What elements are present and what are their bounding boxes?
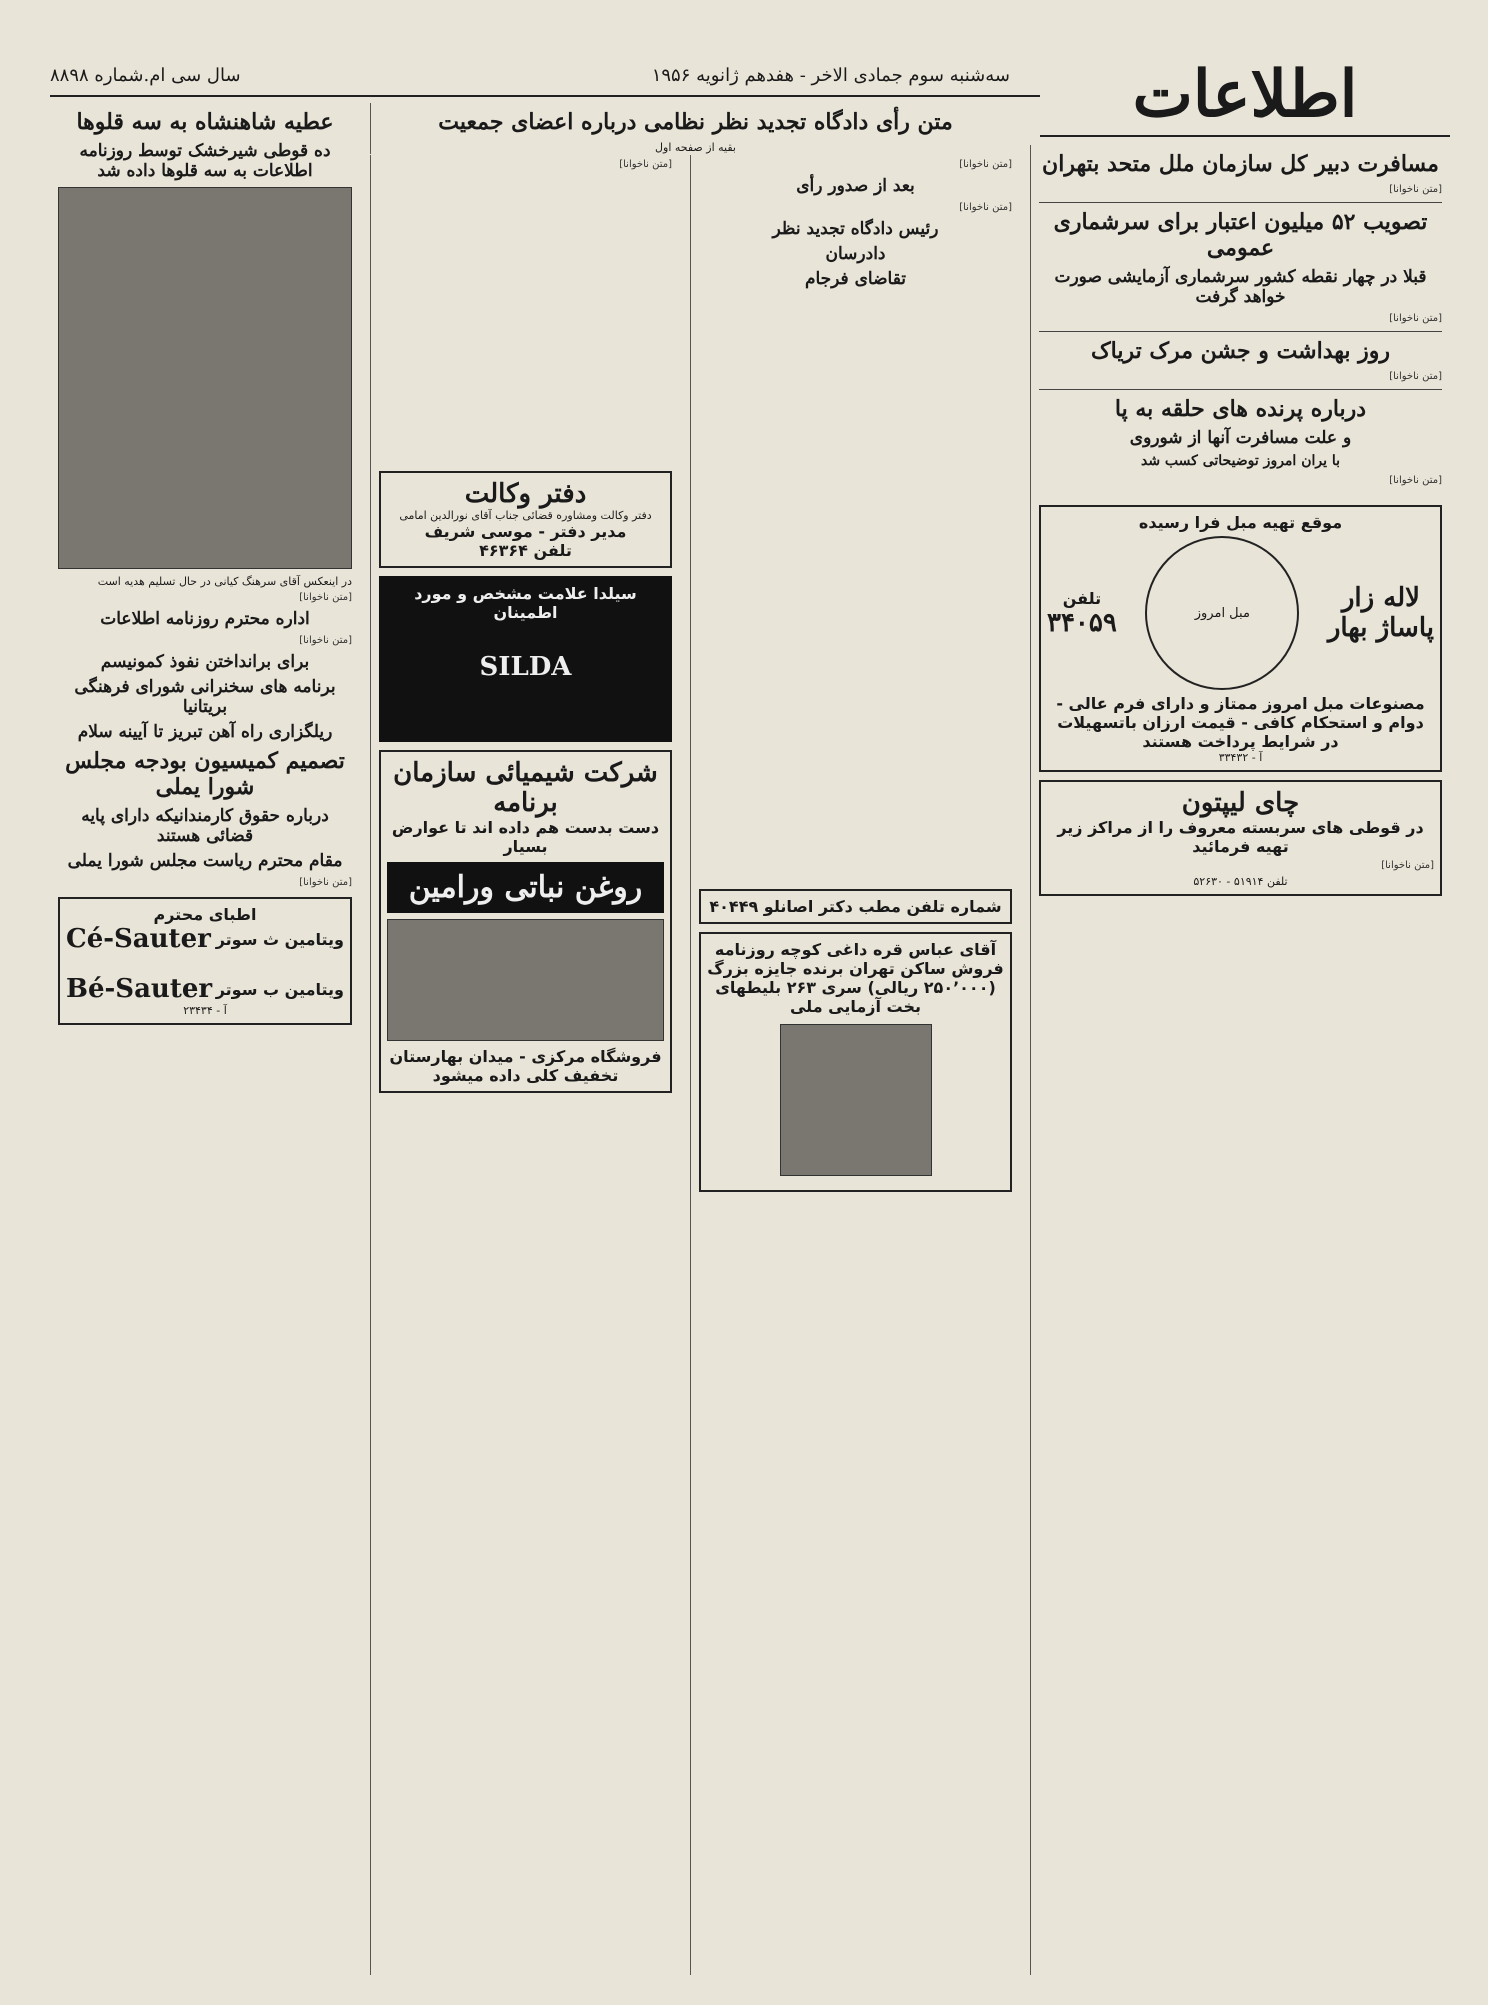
column-4 <box>50 103 360 1975</box>
lipton-ad <box>1039 780 1442 896</box>
lottery-winner-photo <box>780 1024 932 1176</box>
subheadline-census: قبلا در چهار نقطه کشور سرشماری آزمایشی صورت خواهد گرفت <box>1054 267 1427 307</box>
headline-health-day: روز بهداشت و جشن مرک تریاک <box>1090 338 1391 364</box>
headline-court-verdict: متن رأی دادگاه تجدید نظر نظامی درباره اعضای جمعیت <box>438 109 953 135</box>
article-body: [متن ناخوانا] <box>959 202 1012 213</box>
subheadline-royal-gift: ده قوطی شیرخشک توسط روزنامه اطلاعات به سه قلوها داده شد <box>79 141 331 181</box>
furniture-ad-right: پاساژ بهار <box>1327 613 1434 643</box>
vitamin-b-fa: ویتامین ب سوتر <box>215 979 344 999</box>
oil-ad-store: فروشگاه مرکزی - میدان بهارستان <box>389 1047 662 1066</box>
furniture-ad-code: آ - ۳۳۴۳۲ <box>1218 751 1263 764</box>
subhead-appeal: تقاضای فرجام <box>804 269 907 289</box>
subheadline-birds-2: با یران امروز توضیحاتی کسب شد <box>1140 453 1341 469</box>
article-body: [متن ناخوانا] <box>299 877 352 888</box>
continued-note: بقیه از صفحه اول <box>655 141 736 154</box>
article-body: [متن ناخوانا] <box>299 592 352 603</box>
subheadline-birds: و علت مسافرت آنها از شوروی <box>1129 428 1352 448</box>
masthead: اطلاعات <box>1040 55 1450 137</box>
furniture-phone-label: تلفن <box>1062 588 1102 608</box>
oil-ad-sub: دست بدست هم داده اند تا عوارض بسیار <box>391 818 660 856</box>
headline-railway: ریلگزاری راه آهن تبریز تا آیینه سلام <box>77 722 333 742</box>
date-line: سه‌شنبه سوم جمادی الاخر - هفدهم ژانویه ۱۹۵۶ <box>651 64 1010 86</box>
article-body: [متن ناخوانا] <box>299 635 352 646</box>
law-office-title: دفتر وکالت <box>464 479 587 509</box>
oil-can-illustration <box>387 919 664 1041</box>
oil-ad-brand: روغن نباتی ورامین <box>387 862 664 913</box>
furniture-ad-title: موقع تهیه مبل فرا رسیده <box>1138 513 1343 532</box>
court-verdict-header <box>370 103 1020 154</box>
doctor-phone-box: شماره تلفن مطب دکتر اصانلو ۴۰۴۴۹ <box>699 889 1012 924</box>
news-photo-triplets <box>58 187 352 569</box>
article-body: [متن ناخوانا] <box>1389 184 1442 195</box>
vitamin-c-brand: Cé-Sauter <box>66 924 211 954</box>
subhead-judges: دادرسان <box>825 244 886 264</box>
photo-caption: در اینعکس آقای سرهنگ کیانی در حال تسلیم هدیه است <box>97 575 352 588</box>
vitamin-ad-title: اطبای محترم <box>153 905 257 924</box>
headline-census: تصویب ۵۲ میلیون اعتبار برای سرشماری عمومی <box>1053 209 1428 261</box>
vitamin-c-fa: ویتامین ث سوتر <box>215 929 344 949</box>
lipton-ad-text: در قوطی های سربسته معروف را از مراکز زیر تهیه فرمائید <box>1057 818 1424 856</box>
lottery-box: آقای عباس قره داغی کوچه روزنامه فروش ساکن تهران برنده جایزه بزرگ (۲۵۰٬۰۰۰ ریالی) سری ۲۶۳ بلیطهای بخت آزمایی ملی <box>699 932 1012 1192</box>
oil-ad-discount: تخفیف کلی داده میشود <box>432 1066 619 1085</box>
subhead-after-verdict: بعد از صدور رأی <box>796 176 915 196</box>
article-body: [متن ناخوانا] <box>1389 313 1442 324</box>
furniture-logo: مبل امروز <box>1145 536 1299 690</box>
furniture-ad <box>1039 505 1442 772</box>
varamin-oil-ad <box>379 750 672 1093</box>
newspaper-page <box>50 55 1450 1975</box>
furniture-ad-text: مصنوعات مبل امروز ممتاز و دارای فرم عالی - دوام و استحکام کافی - قیمت ارزان باتسهیلات در شرایط پرداخت هستند <box>1056 694 1425 751</box>
column-1 <box>1030 145 1450 1975</box>
lipton-ad-phone: تلفن ۵۱۹۱۴ - ۵۲۶۳۰ <box>1193 875 1288 888</box>
subheadline-budget: درباره حقوق کارمندانیکه دارای پایه قضائی هستند <box>81 806 329 846</box>
article-body: [متن ناخوانا] <box>619 159 672 170</box>
law-office-manager: مدیر دفتر - موسی شریف <box>424 522 627 541</box>
subhead-head-of-court: رئیس دادگاه تجدید نظر <box>772 219 939 239</box>
vitamin-ad <box>58 897 352 1025</box>
article-body: [متن ناخوانا] <box>1389 371 1442 382</box>
column-3 <box>370 155 680 1975</box>
law-office-phone: تلفن ۴۶۳۶۴ <box>479 541 572 560</box>
vitamin-ad-code: آ - ۲۳۴۳۴ <box>183 1004 227 1017</box>
silda-brand: SILDA <box>479 652 572 682</box>
headline-communism: برای برانداختن نفوذ کمونیسم <box>100 652 310 672</box>
headline-birds: درباره پرنده های حلقه به پا <box>1114 396 1367 422</box>
headline-letter: اداره محترم روزنامه اطلاعات <box>100 609 310 629</box>
headline-royal-gift: عطیه شاهنشاه به سه قلوها <box>76 109 334 135</box>
oil-ad-company: شرکت شیمیائی سازمان برنامه <box>393 758 658 818</box>
article-body: [متن ناخوانا] <box>1389 475 1442 486</box>
headline-budget-commission: تصمیم کمیسیون بودجه مجلس شورا یملی <box>65 748 345 800</box>
silda-title: سیلدا علامت مشخص و مورد اطمینان <box>414 584 637 622</box>
lipton-ad-body: [متن ناخوانا] <box>1381 860 1434 871</box>
headline-un-secretary: مسافرت دبیر کل سازمان ملل متحد بتهران <box>1042 151 1439 177</box>
lipton-ad-title: چای لیپتون <box>1181 788 1300 818</box>
headline-british-council: برنامه های سخنرانی شورای فرهنگی بریتانیا <box>74 677 336 717</box>
vitamin-b-brand: Bé-Sauter <box>66 974 213 1004</box>
law-office-text: دفتر وکالت ومشاوره قضائی جناب آقای نورالدین امامی <box>399 509 652 522</box>
column-2 <box>690 155 1020 1975</box>
law-office-ad <box>379 471 672 568</box>
furniture-phone: ۳۴۰۵۹ <box>1047 607 1117 638</box>
furniture-ad-left: لاله زار <box>1341 583 1420 613</box>
article-body: [متن ناخوانا] <box>959 159 1012 170</box>
headline-parliament: مقام محترم ریاست مجلس شورا یملی <box>67 851 343 871</box>
issue-number: سال سی ام.شماره ۸۸۹۸ <box>50 64 241 86</box>
silda-ad <box>379 576 672 742</box>
